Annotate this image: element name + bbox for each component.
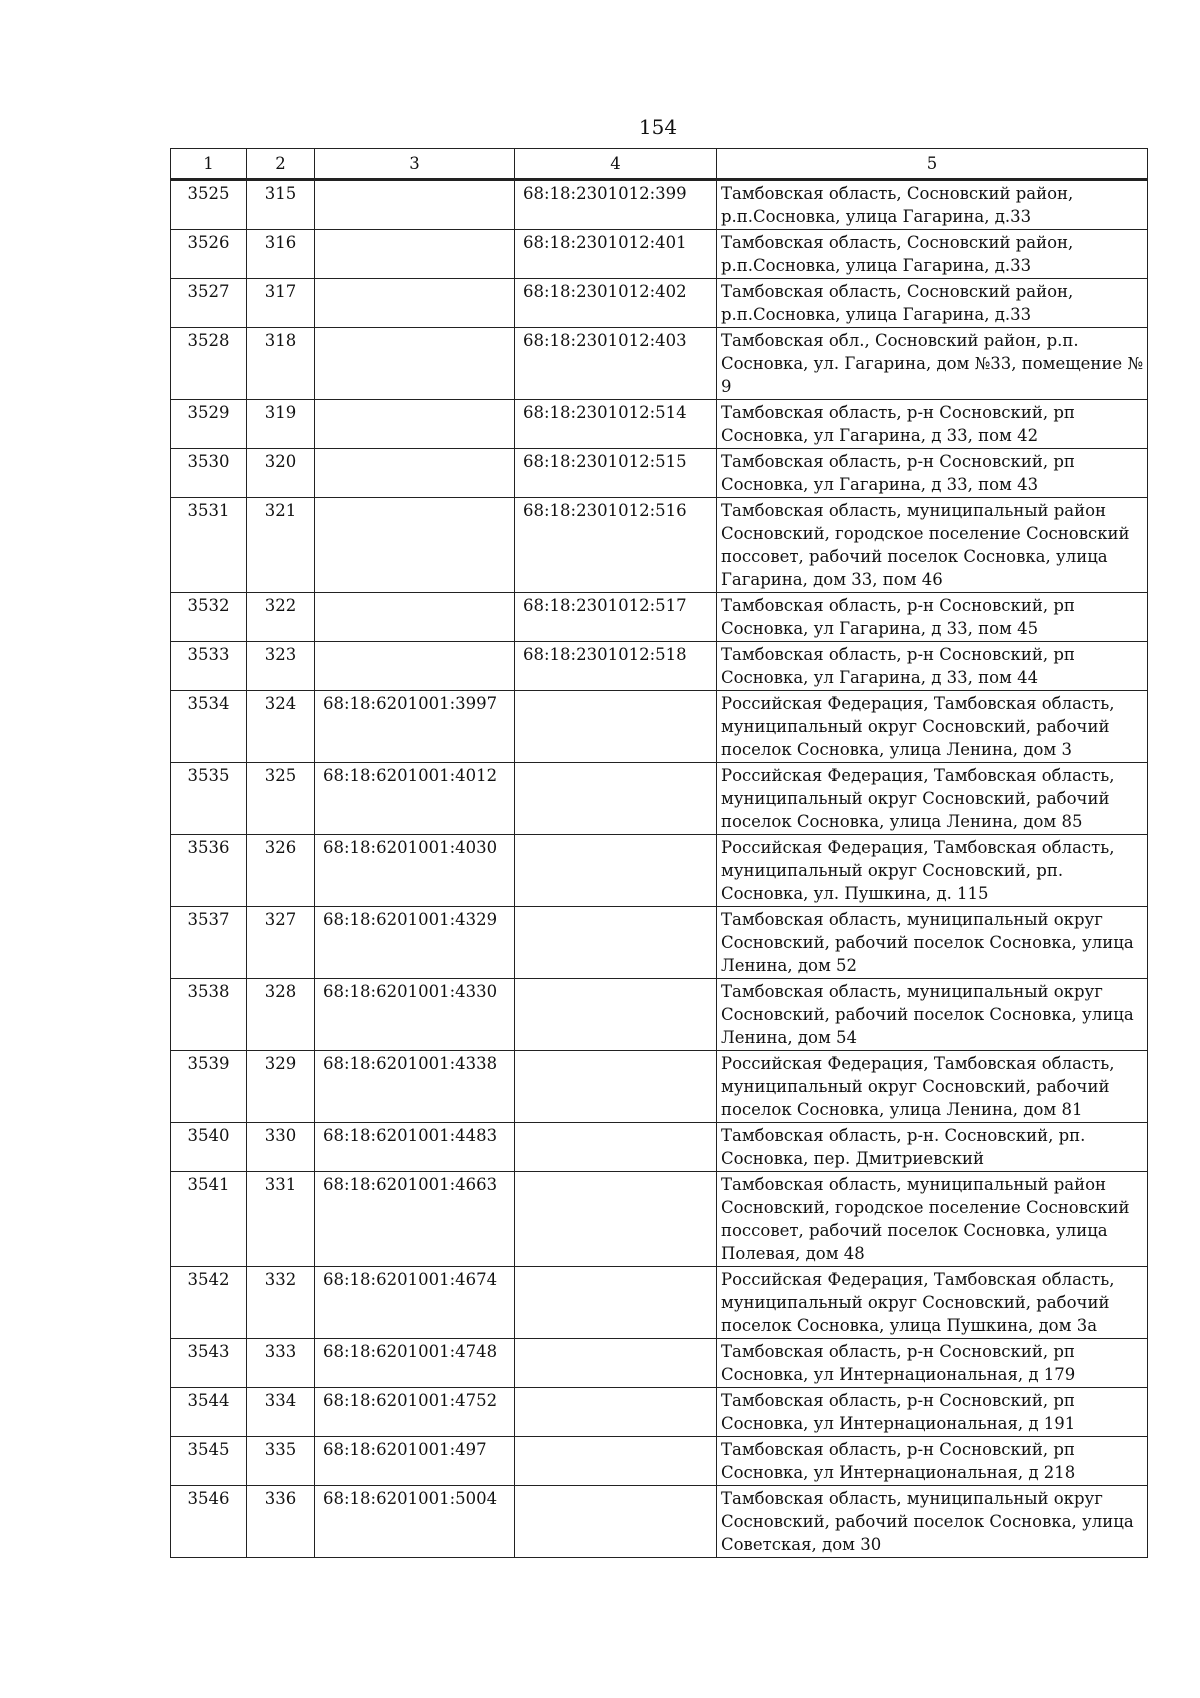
premises-cadastral-cell	[515, 763, 717, 835]
cadastral-number-cell	[315, 400, 515, 449]
cadastral-number-cell: 68:18:6201001:4330	[315, 979, 515, 1051]
sub-number-cell: 324	[247, 691, 315, 763]
cadastral-number-cell: 68:18:6201001:4752	[315, 1388, 515, 1437]
row-number-cell: 3526	[171, 230, 247, 279]
address-cell: Российская Федерация, Тамбовская область, муниципальный округ Сосновский, рп. Сосновка, ул. Пушкина, д. 115	[717, 835, 1148, 907]
cadastral-number-cell: 68:18:6201001:4329	[315, 907, 515, 979]
premises-cadastral-cell	[515, 1123, 717, 1172]
table-row	[171, 1486, 1148, 1558]
sub-number-cell: 332	[247, 1267, 315, 1339]
address-cell: Российская Федерация, Тамбовская область, муниципальный округ Сосновский, рабочий поселок Сосновка, улица Пушкина, дом 3а	[717, 1267, 1148, 1339]
address-cell: Тамбовская область, муниципальный район Сосновский, городское поселение Сосновский поссовет, рабочий поселок Сосновка, улица Полевая, дом 48	[717, 1172, 1148, 1267]
sub-number-cell: 336	[247, 1486, 315, 1558]
row-number-cell: 3546	[171, 1486, 247, 1558]
header-cell-5: 5	[717, 149, 1148, 180]
table-row	[171, 180, 1148, 230]
address-cell: Тамбовская область, муниципальный район Сосновский, городское поселение Сосновский поссовет, рабочий поселок Сосновка, улица Гагарина, дом 33, пом 46	[717, 498, 1148, 593]
row-number-cell: 3528	[171, 328, 247, 400]
row-number-cell: 3535	[171, 763, 247, 835]
cadastral-number-cell: 68:18:6201001:4748	[315, 1339, 515, 1388]
sub-number-cell: 322	[247, 593, 315, 642]
cadastral-number-cell: 68:18:6201001:5004	[315, 1486, 515, 1558]
premises-cadastral-cell	[515, 979, 717, 1051]
table-row	[171, 907, 1148, 979]
premises-cadastral-cell	[515, 1172, 717, 1267]
address-cell: Тамбовская область, Сосновский район, р.п.Сосновка, улица Гагарина, д.33	[717, 279, 1148, 328]
table-row	[171, 835, 1148, 907]
row-number-cell: 3538	[171, 979, 247, 1051]
table-row	[171, 1267, 1148, 1339]
sub-number-cell: 317	[247, 279, 315, 328]
address-cell: Тамбовская область, муниципальный округ Сосновский, рабочий поселок Сосновка, улица Ленина, дом 54	[717, 979, 1148, 1051]
address-cell: Тамбовская область, р-н Сосновский, рп Сосновка, ул Гагарина, д 33, пом 43	[717, 449, 1148, 498]
row-number-cell: 3532	[171, 593, 247, 642]
cadastral-number-cell	[315, 593, 515, 642]
premises-cadastral-cell: 68:18:2301012:401	[515, 230, 717, 279]
sub-number-cell: 323	[247, 642, 315, 691]
premises-cadastral-cell: 68:18:2301012:402	[515, 279, 717, 328]
address-cell: Российская Федерация, Тамбовская область, муниципальный округ Сосновский, рабочий поселок Сосновка, улица Ленина, дом 81	[717, 1051, 1148, 1123]
cadastral-number-cell: 68:18:6201001:4674	[315, 1267, 515, 1339]
address-cell: Тамбовская обл., Сосновский район, р.п. Сосновка, ул. Гагарина, дом №33, помещение № 9	[717, 328, 1148, 400]
cadastral-number-cell	[315, 279, 515, 328]
address-cell: Тамбовская область, муниципальный округ Сосновский, рабочий поселок Сосновка, улица Ленина, дом 52	[717, 907, 1148, 979]
row-number-cell: 3525	[171, 180, 247, 230]
table-row	[171, 279, 1148, 328]
row-number-cell: 3542	[171, 1267, 247, 1339]
sub-number-cell: 321	[247, 498, 315, 593]
sub-number-cell: 330	[247, 1123, 315, 1172]
cadastral-number-cell	[315, 449, 515, 498]
sub-number-cell: 316	[247, 230, 315, 279]
sub-number-cell: 326	[247, 835, 315, 907]
page-number: 154	[638, 115, 678, 139]
table-row	[171, 642, 1148, 691]
premises-cadastral-cell	[515, 1339, 717, 1388]
row-number-cell: 3544	[171, 1388, 247, 1437]
sub-number-cell: 335	[247, 1437, 315, 1486]
cadastral-number-cell: 68:18:6201001:4012	[315, 763, 515, 835]
address-cell: Тамбовская область, Сосновский район, р.п.Сосновка, улица Гагарина, д.33	[717, 180, 1148, 230]
table-row	[171, 1123, 1148, 1172]
table-row	[171, 979, 1148, 1051]
sub-number-cell: 327	[247, 907, 315, 979]
cadastral-number-cell: 68:18:6201001:4483	[315, 1123, 515, 1172]
cadastral-number-cell: 68:18:6201001:4338	[315, 1051, 515, 1123]
row-number-cell: 3537	[171, 907, 247, 979]
address-cell: Российская Федерация, Тамбовская область, муниципальный округ Сосновский, рабочий поселок Сосновка, улица Ленина, дом 3	[717, 691, 1148, 763]
cadastral-number-cell	[315, 642, 515, 691]
table-row	[171, 1051, 1148, 1123]
cadastral-number-cell: 68:18:6201001:4663	[315, 1172, 515, 1267]
table-row	[171, 449, 1148, 498]
premises-cadastral-cell	[515, 1486, 717, 1558]
address-cell: Тамбовская область, р-н Сосновский, рп Сосновка, ул Гагарина, д 33, пом 45	[717, 593, 1148, 642]
sub-number-cell: 329	[247, 1051, 315, 1123]
row-number-cell: 3534	[171, 691, 247, 763]
address-cell: Тамбовская область, р-н Сосновский, рп Сосновка, ул Интернациональная, д 191	[717, 1388, 1148, 1437]
table-row	[171, 230, 1148, 279]
cadastral-number-cell	[315, 498, 515, 593]
sub-number-cell: 334	[247, 1388, 315, 1437]
sub-number-cell: 318	[247, 328, 315, 400]
header-cell-2: 2	[247, 149, 315, 180]
row-number-cell: 3540	[171, 1123, 247, 1172]
premises-cadastral-cell	[515, 691, 717, 763]
table-row	[171, 691, 1148, 763]
row-number-cell: 3529	[171, 400, 247, 449]
table-row	[171, 1388, 1148, 1437]
address-cell: Тамбовская область, р-н Сосновский, рп Сосновка, ул Гагарина, д 33, пом 42	[717, 400, 1148, 449]
header-cell-1: 1	[171, 149, 247, 180]
premises-cadastral-cell	[515, 907, 717, 979]
cadastral-number-cell	[315, 328, 515, 400]
premises-cadastral-cell: 68:18:2301012:403	[515, 328, 717, 400]
premises-cadastral-cell	[515, 835, 717, 907]
table-row	[171, 400, 1148, 449]
row-number-cell: 3545	[171, 1437, 247, 1486]
cadastral-number-cell: 68:18:6201001:3997	[315, 691, 515, 763]
row-number-cell: 3539	[171, 1051, 247, 1123]
cadastral-number-cell: 68:18:6201001:4030	[315, 835, 515, 907]
row-number-cell: 3536	[171, 835, 247, 907]
row-number-cell: 3541	[171, 1172, 247, 1267]
table-row	[171, 593, 1148, 642]
header-cell-4: 4	[515, 149, 717, 180]
premises-cadastral-cell: 68:18:2301012:399	[515, 180, 717, 230]
header-row	[171, 149, 1148, 180]
address-cell: Тамбовская область, р-н. Сосновский, рп. Сосновка, пер. Дмитриевский	[717, 1123, 1148, 1172]
row-number-cell: 3527	[171, 279, 247, 328]
address-cell: Тамбовская область, муниципальный округ Сосновский, рабочий поселок Сосновка, улица Советская, дом 30	[717, 1486, 1148, 1558]
sub-number-cell: 315	[247, 180, 315, 230]
cadastral-number-cell: 68:18:6201001:497	[315, 1437, 515, 1486]
header-cell-3: 3	[315, 149, 515, 180]
premises-cadastral-cell	[515, 1267, 717, 1339]
table-row	[171, 328, 1148, 400]
address-cell: Тамбовская область, Сосновский район, р.п.Сосновка, улица Гагарина, д.33	[717, 230, 1148, 279]
address-cell: Российская Федерация, Тамбовская область, муниципальный округ Сосновский, рабочий поселок Сосновка, улица Ленина, дом 85	[717, 763, 1148, 835]
sub-number-cell: 328	[247, 979, 315, 1051]
table-header	[171, 149, 1148, 180]
registry-table	[170, 148, 1148, 1558]
sub-number-cell: 319	[247, 400, 315, 449]
table-row	[171, 498, 1148, 593]
sub-number-cell: 331	[247, 1172, 315, 1267]
premises-cadastral-cell	[515, 1437, 717, 1486]
row-number-cell: 3530	[171, 449, 247, 498]
table-row	[171, 763, 1148, 835]
cadastral-number-cell	[315, 180, 515, 230]
premises-cadastral-cell: 68:18:2301012:516	[515, 498, 717, 593]
table-body	[171, 180, 1148, 1558]
sub-number-cell: 333	[247, 1339, 315, 1388]
table-row	[171, 1339, 1148, 1388]
table-row	[171, 1437, 1148, 1486]
premises-cadastral-cell	[515, 1051, 717, 1123]
sub-number-cell: 320	[247, 449, 315, 498]
row-number-cell: 3531	[171, 498, 247, 593]
table-row	[171, 1172, 1148, 1267]
cadastral-number-cell	[315, 230, 515, 279]
premises-cadastral-cell	[515, 1388, 717, 1437]
address-cell: Тамбовская область, р-н Сосновский, рп Сосновка, ул Интернациональная, д 179	[717, 1339, 1148, 1388]
premises-cadastral-cell: 68:18:2301012:514	[515, 400, 717, 449]
sub-number-cell: 325	[247, 763, 315, 835]
premises-cadastral-cell: 68:18:2301012:515	[515, 449, 717, 498]
row-number-cell: 3533	[171, 642, 247, 691]
premises-cadastral-cell: 68:18:2301012:517	[515, 593, 717, 642]
address-cell: Тамбовская область, р-н Сосновский, рп Сосновка, ул Гагарина, д 33, пом 44	[717, 642, 1148, 691]
address-cell: Тамбовская область, р-н Сосновский, рп Сосновка, ул Интернациональная, д 218	[717, 1437, 1148, 1486]
premises-cadastral-cell: 68:18:2301012:518	[515, 642, 717, 691]
row-number-cell: 3543	[171, 1339, 247, 1388]
